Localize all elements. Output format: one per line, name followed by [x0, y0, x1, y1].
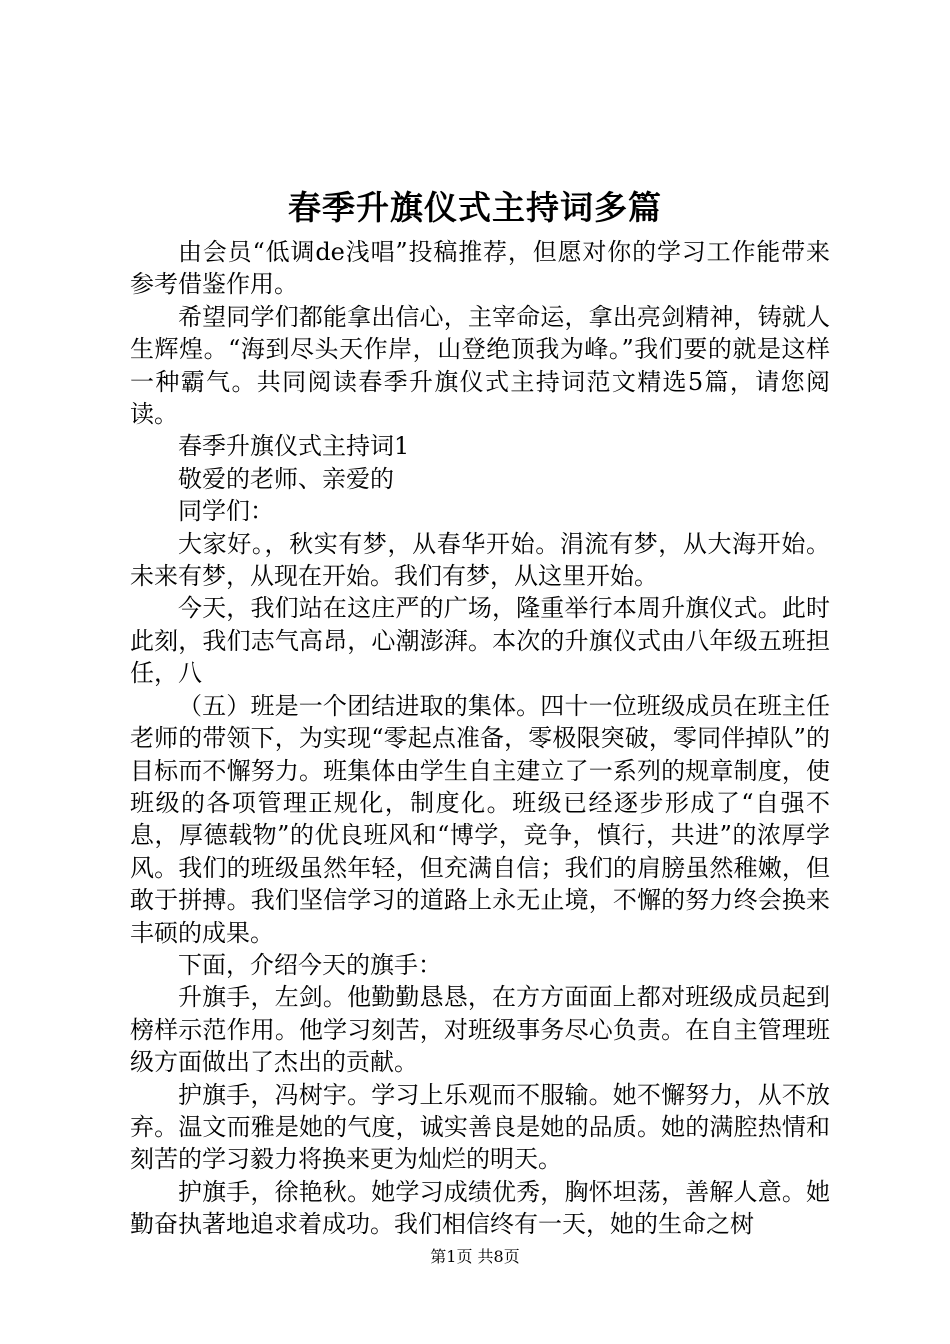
paragraph: 今天，我们站在这庄严的广场，隆重举行本周升旗仪式。此时此刻，我们志气高昂，心潮澎湃。本次的升旗仪式由八年级五班担任，八: [130, 594, 830, 688]
paragraph: 同学们：: [178, 497, 274, 526]
document-body: [130, 236, 830, 1241]
paragraph: （五）班是一个团结进取的集体。四十一位班级成员在班主任老师的带领下，为实现“零起点准备，零极限突破，零同伴掉队”的目标而不懈努力。班集体由学生自主建立了一系列的规章制度，使班级的各项管理正规化，制度化。班级已经逐步形成了“自强不息，厚德载物”的优良班风和“博学，竞争，慎行，共进”的浓厚学风。我们的班级虽然年轻，但充满自信；我们的肩膀虽然稚嫩，但敢于拼搏。我们坚信学习的道路上永无止境，不懈的努力终会换来丰硕的成果。: [130, 691, 830, 947]
paragraph: 升旗手，左剑。他勤勤恳恳，在方方面面上都对班级成员起到榜样示范作用。他学习刻苦，对班级事务尽心负责。在自主管理班级方面做出了杰出的贡献。: [130, 983, 830, 1077]
paragraph: 护旗手，徐艳秋。她学习成绩优秀，胸怀坦荡，善解人意。她勤奋执著地追求着成功。我们相信终有一天，她的生命之树: [130, 1177, 830, 1239]
paragraph: 大家好。，秋实有梦，从春华开始。涓流有梦，从大海开始。未来有梦，从现在开始。我们有梦，从这里开始。: [130, 529, 830, 591]
paragraph: 下面，介绍今天的旗手：: [178, 950, 442, 979]
paragraph: 敬爱的老师、亲爱的: [178, 464, 394, 493]
paragraph: 由会员“低调de浅唱”投稿推荐，但愿对你的学习工作能带来参考借鉴作用。: [130, 238, 830, 299]
page-footer: 第1页 共8页: [430, 1247, 520, 1266]
section-heading: 春季升旗仪式主持词1: [178, 432, 410, 461]
paragraph: 希望同学们都能拿出信心，主宰命运，拿出亮剑精神，铸就人生辉煌。“海到尽头天作岸，山登绝顶我为峰。”我们要的就是这样一种霸气。共同阅读春季升旗仪式主持词范文精选5篇，请您阅读。: [130, 302, 830, 429]
document-title: 春季升旗仪式主持词多篇: [288, 188, 662, 227]
paragraph: 护旗手，冯树宇。学习上乐观而不服输。她不懈努力，从不放弃。温文而雅是她的气度，诚实善良是她的品质。她的满腔热情和刻苦的学习毅力将换来更为灿烂的明天。: [130, 1080, 830, 1174]
